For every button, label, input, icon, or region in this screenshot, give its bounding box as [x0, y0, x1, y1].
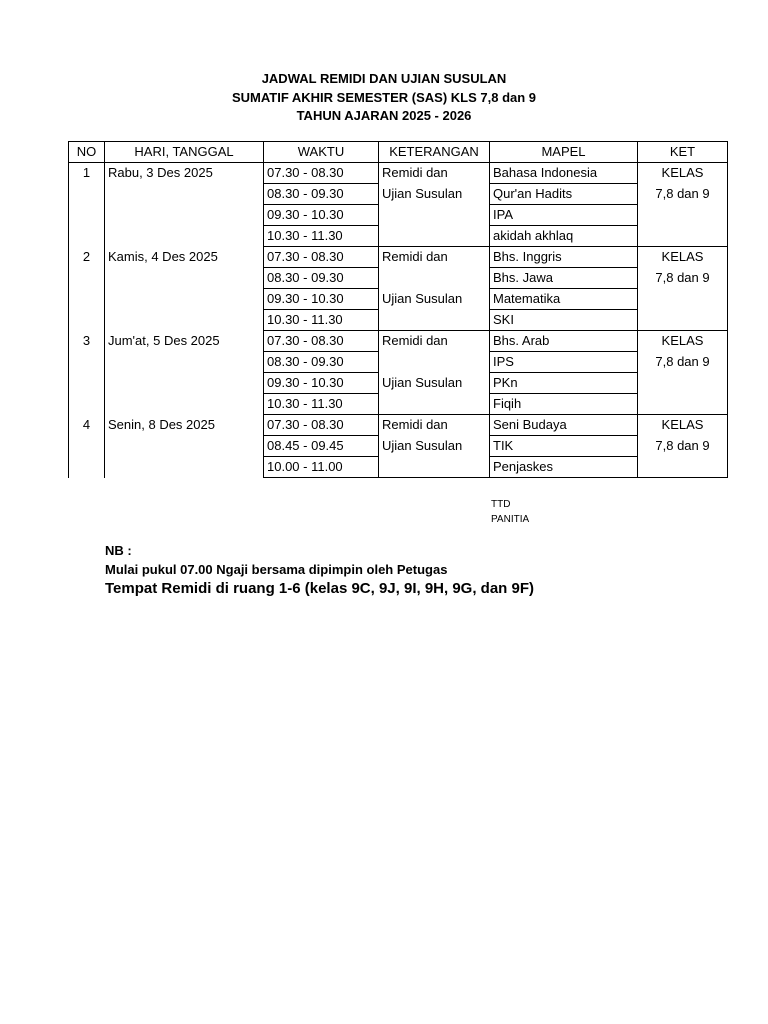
cell-waktu: 09.30 - 10.30: [264, 373, 379, 394]
cell-ket: [638, 226, 728, 247]
signature-panitia: PANITIA: [491, 514, 530, 525]
cell-mapel: akidah akhlaq: [490, 226, 638, 247]
cell-keterangan: Ujian Susulan: [379, 436, 490, 457]
cell-mapel: IPS: [490, 352, 638, 373]
col-header-hari: HARI, TANGGAL: [105, 142, 264, 163]
cell-mapel: Seni Budaya: [490, 415, 638, 436]
cell-keterangan: [379, 394, 490, 415]
schedule-table: [68, 141, 728, 478]
signature-ttd: TTD: [491, 499, 511, 510]
doc-title-line3: TAHUN AJARAN 2025 - 2026: [296, 108, 472, 123]
cell-ket: KELAS: [638, 247, 728, 268]
row-day-date: Rabu, 3 Des 2025: [105, 163, 264, 247]
cell-ket: [638, 289, 728, 310]
cell-mapel: Bhs. Arab: [490, 331, 638, 352]
cell-keterangan: Remidi dan: [379, 331, 490, 352]
row-number: 3: [69, 331, 105, 415]
cell-ket: [638, 310, 728, 331]
cell-mapel: Bhs. Jawa: [490, 268, 638, 289]
doc-title-line1: JADWAL REMIDI DAN UJIAN SUSULAN: [261, 71, 507, 86]
col-header-ket: KET: [638, 142, 728, 163]
cell-keterangan: Remidi dan: [379, 163, 490, 184]
cell-waktu: 10.30 - 11.30: [264, 226, 379, 247]
cell-keterangan: [379, 310, 490, 331]
cell-waktu: 07.30 - 08.30: [264, 247, 379, 268]
cell-ket: KELAS: [638, 163, 728, 184]
cell-keterangan: [379, 205, 490, 226]
cell-waktu: 08.30 - 09.30: [264, 268, 379, 289]
cell-ket: [638, 457, 728, 478]
table-row: [69, 247, 728, 268]
cell-waktu: 09.30 - 10.30: [264, 205, 379, 226]
doc-title-line2: SUMATIF AKHIR SEMESTER (SAS) KLS 7,8 dan 9: [231, 90, 537, 105]
row-number: 2: [69, 247, 105, 331]
note-line-1: Mulai pukul 07.00 Ngaji bersama dipimpin oleh Petugas: [105, 562, 448, 577]
cell-mapel: Penjaskes: [490, 457, 638, 478]
cell-keterangan: [379, 268, 490, 289]
cell-mapel: SKI: [490, 310, 638, 331]
note-line-2: Tempat Remidi di ruang 1-6 (kelas 9C, 9J, 9I, 9H, 9G, dan 9F): [105, 580, 535, 597]
cell-keterangan: [379, 352, 490, 373]
cell-waktu: 07.30 - 08.30: [264, 415, 379, 436]
cell-keterangan: Ujian Susulan: [379, 184, 490, 205]
cell-keterangan: Remidi dan: [379, 247, 490, 268]
cell-waktu: 10.00 - 11.00: [264, 457, 379, 478]
cell-mapel: PKn: [490, 373, 638, 394]
cell-ket: KELAS: [638, 415, 728, 436]
cell-ket: 7,8 dan 9: [638, 436, 728, 457]
row-number: 4: [69, 415, 105, 478]
col-header-waktu: WAKTU: [264, 142, 379, 163]
col-header-keterangan: KETERANGAN: [379, 142, 490, 163]
cell-waktu: 08.45 - 09.45: [264, 436, 379, 457]
cell-waktu: 07.30 - 08.30: [264, 163, 379, 184]
cell-mapel: TIK: [490, 436, 638, 457]
cell-keterangan: Remidi dan: [379, 415, 490, 436]
cell-keterangan: [379, 457, 490, 478]
cell-keterangan: Ujian Susulan: [379, 373, 490, 394]
row-day-date: Senin, 8 Des 2025: [105, 415, 264, 478]
cell-mapel: Fiqih: [490, 394, 638, 415]
cell-ket: 7,8 dan 9: [638, 268, 728, 289]
note-label: NB :: [105, 543, 132, 558]
cell-ket: KELAS: [638, 331, 728, 352]
cell-mapel: Bahasa Indonesia: [490, 163, 638, 184]
cell-waktu: 08.30 - 09.30: [264, 184, 379, 205]
cell-waktu: 07.30 - 08.30: [264, 331, 379, 352]
row-day-date: Jum'at, 5 Des 2025: [105, 331, 264, 415]
cell-mapel: IPA: [490, 205, 638, 226]
table-row: [69, 331, 728, 352]
row-day-date: Kamis, 4 Des 2025: [105, 247, 264, 331]
table-header-row: [69, 142, 728, 163]
cell-waktu: 08.30 - 09.30: [264, 352, 379, 373]
cell-mapel: Matematika: [490, 289, 638, 310]
cell-ket: [638, 205, 728, 226]
cell-mapel: Bhs. Inggris: [490, 247, 638, 268]
cell-keterangan: [379, 226, 490, 247]
cell-ket: 7,8 dan 9: [638, 352, 728, 373]
cell-waktu: 10.30 - 11.30: [264, 310, 379, 331]
row-number: 1: [69, 163, 105, 247]
table-row: [69, 415, 728, 436]
col-header-mapel: MAPEL: [490, 142, 638, 163]
schedule-body: [69, 163, 728, 478]
cell-ket: [638, 394, 728, 415]
cell-waktu: 09.30 - 10.30: [264, 289, 379, 310]
cell-mapel: Qur'an Hadits: [490, 184, 638, 205]
cell-keterangan: Ujian Susulan: [379, 289, 490, 310]
cell-waktu: 10.30 - 11.30: [264, 394, 379, 415]
col-header-no: NO: [69, 142, 105, 163]
cell-ket: [638, 373, 728, 394]
table-row: [69, 163, 728, 184]
cell-ket: 7,8 dan 9: [638, 184, 728, 205]
